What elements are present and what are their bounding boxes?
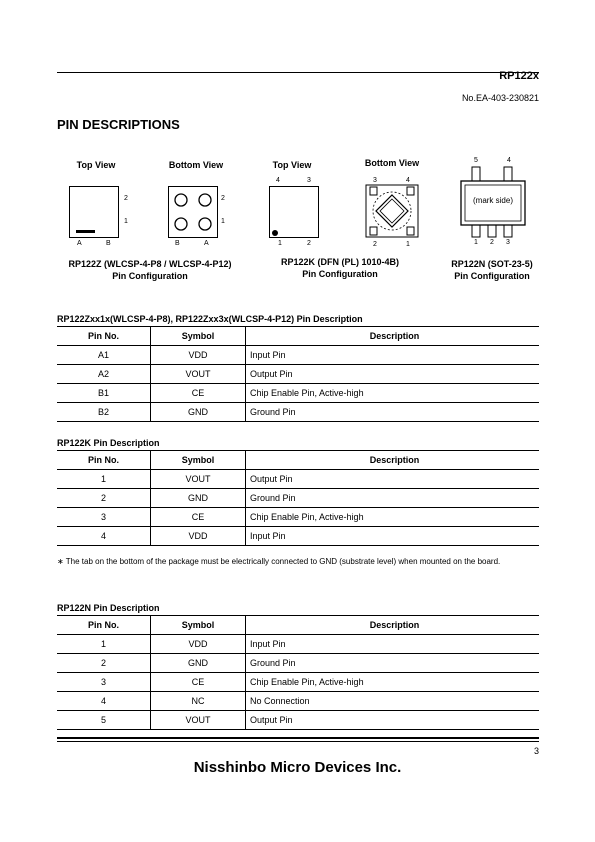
symbol-cell: VOUT bbox=[151, 711, 246, 730]
dfn-top-bottom-label: 1 bbox=[278, 240, 282, 247]
sot-top-label: 5 bbox=[474, 157, 478, 164]
table-row bbox=[57, 403, 539, 422]
dfn-top-top-label: 4 bbox=[276, 177, 280, 184]
table-row bbox=[57, 654, 539, 673]
pin-no-cell: 1 bbox=[57, 635, 151, 654]
page-number: 3 bbox=[533, 746, 539, 756]
description-cell: Chip Enable Pin, Active-high bbox=[246, 384, 540, 403]
sot-caption-line1: RP122N (SOT-23-5) bbox=[451, 259, 533, 269]
dfn-table-title: RP122K Pin Description bbox=[57, 438, 160, 448]
table-row bbox=[57, 692, 539, 711]
pin-no-cell: 4 bbox=[57, 692, 151, 711]
footer-rule-thin bbox=[57, 741, 539, 742]
table-header-row bbox=[57, 327, 539, 346]
dfn-bottom-top-label: 3 bbox=[373, 177, 377, 184]
company-name: Nisshinbo Micro Devices Inc. bbox=[193, 759, 402, 776]
table-row bbox=[57, 527, 539, 546]
dfn-top-view-label: Top View bbox=[272, 160, 312, 170]
table-row bbox=[57, 673, 539, 692]
table-row bbox=[57, 635, 539, 654]
wlcsp-top-side-label: 1 bbox=[124, 218, 128, 225]
description-cell: Ground Pin bbox=[246, 403, 540, 422]
dfn-top-bottom-label: 2 bbox=[307, 240, 311, 247]
table-row bbox=[57, 489, 539, 508]
dfn-bottom-top-label: 4 bbox=[406, 177, 410, 184]
footer-rule-thick bbox=[57, 737, 539, 739]
description-cell: Ground Pin bbox=[246, 654, 540, 673]
header-symbol: Symbol bbox=[151, 616, 246, 635]
dfn-top-package bbox=[269, 186, 319, 238]
doc-id: RP122x bbox=[499, 70, 539, 82]
pin-no-cell: A2 bbox=[57, 365, 151, 384]
wlcsp-bottom-package bbox=[168, 186, 218, 238]
solder-balls bbox=[169, 187, 217, 237]
description-cell: No Connection bbox=[246, 692, 540, 711]
table-row bbox=[57, 384, 539, 403]
sot-caption bbox=[440, 258, 544, 282]
symbol-cell: GND bbox=[151, 403, 246, 422]
wlcsp-top-bottom-label: B bbox=[106, 240, 111, 247]
description-cell: Output Pin bbox=[246, 470, 540, 489]
dfn-bottom-view-label: Bottom View bbox=[364, 158, 420, 168]
sot-bottom-label: 1 bbox=[474, 239, 478, 246]
symbol-cell: VOUT bbox=[151, 470, 246, 489]
header-pin-no: Pin No. bbox=[57, 616, 151, 635]
pin1-dot bbox=[272, 230, 278, 236]
description-cell: Chip Enable Pin, Active-high bbox=[246, 508, 540, 527]
sot-top-label: 4 bbox=[507, 157, 511, 164]
section-title: PIN DESCRIPTIONS bbox=[57, 117, 180, 132]
sot-pin-table bbox=[57, 615, 539, 730]
symbol-cell: VDD bbox=[151, 635, 246, 654]
sot-caption-line2: Pin Configuration bbox=[454, 271, 530, 281]
table-row bbox=[57, 346, 539, 365]
header-symbol: Symbol bbox=[151, 451, 246, 470]
header-pin-no: Pin No. bbox=[57, 451, 151, 470]
wlcsp-top-side-label: 2 bbox=[124, 195, 128, 202]
table-row bbox=[57, 711, 539, 730]
wlcsp-bottom-bottom-label: B bbox=[175, 240, 180, 247]
pin-no-cell: 1 bbox=[57, 470, 151, 489]
table-row bbox=[57, 508, 539, 527]
dfn-top-top-label: 3 bbox=[307, 177, 311, 184]
sot-table-title: RP122N Pin Description bbox=[57, 603, 160, 613]
table-header-row bbox=[57, 616, 539, 635]
wlcsp-table-title: RP122Zxx1x(WLCSP-4-P8), RP122Zxx3x(WLCSP-4-P12) Pin Description bbox=[57, 314, 363, 324]
sot-bottom-label: 3 bbox=[506, 239, 510, 246]
symbol-cell: VDD bbox=[151, 527, 246, 546]
pin-no-cell: 3 bbox=[57, 673, 151, 692]
symbol-cell: NC bbox=[151, 692, 246, 711]
symbol-cell: CE bbox=[151, 673, 246, 692]
symbol-cell: CE bbox=[151, 508, 246, 527]
table-header-row bbox=[57, 451, 539, 470]
symbol-cell: VDD bbox=[151, 346, 246, 365]
wlcsp-bottom-side-label: 1 bbox=[221, 218, 225, 225]
table-row bbox=[57, 470, 539, 489]
description-cell: Input Pin bbox=[246, 346, 540, 365]
sot-bottom-label: 2 bbox=[490, 239, 494, 246]
symbol-cell: VOUT bbox=[151, 365, 246, 384]
description-cell: Input Pin bbox=[246, 527, 540, 546]
wlcsp-caption-line1: RP122Z (WLCSP-4-P8 / WLCSP-4-P12) bbox=[68, 259, 232, 269]
description-cell: Output Pin bbox=[246, 365, 540, 384]
symbol-cell: GND bbox=[151, 654, 246, 673]
wlcsp-bottom-side-label: 2 bbox=[221, 195, 225, 202]
pin-no-cell: 4 bbox=[57, 527, 151, 546]
header-description: Description bbox=[246, 616, 540, 635]
wlcsp-top-bottom-label: A bbox=[77, 240, 82, 247]
dfn-pin-table bbox=[57, 450, 539, 546]
pin-no-cell: 2 bbox=[57, 654, 151, 673]
dfn-bottom-bottom-label: 2 bbox=[373, 241, 377, 248]
header-description: Description bbox=[246, 327, 540, 346]
description-cell: Chip Enable Pin, Active-high bbox=[246, 673, 540, 692]
pin-no-cell: 2 bbox=[57, 489, 151, 508]
table-row bbox=[57, 365, 539, 384]
pin1-mark-bar bbox=[76, 230, 95, 233]
symbol-cell: GND bbox=[151, 489, 246, 508]
wlcsp-bottom-bottom-label: A bbox=[204, 240, 209, 247]
wlcsp-caption bbox=[40, 258, 260, 282]
tab-note: ∗ The tab on the bottom of the package must be electrically connected to GND (substrate level) when mounted on the board. bbox=[57, 557, 501, 566]
dfn-caption-line1: RP122K (DFN (PL) 1010-4B) bbox=[280, 257, 400, 267]
wlcsp-caption-line2: Pin Configuration bbox=[112, 271, 188, 281]
header-symbol: Symbol bbox=[151, 327, 246, 346]
wlcsp-top-package bbox=[69, 186, 119, 238]
header-pin-no: Pin No. bbox=[57, 327, 151, 346]
wlcsp-pin-table bbox=[57, 326, 539, 422]
pin-no-cell: 5 bbox=[57, 711, 151, 730]
description-cell: Input Pin bbox=[246, 635, 540, 654]
pin-no-cell: A1 bbox=[57, 346, 151, 365]
wlcsp-top-view-label: Top View bbox=[76, 160, 116, 170]
wlcsp-bottom-view-label: Bottom View bbox=[168, 160, 224, 170]
pin-no-cell: 3 bbox=[57, 508, 151, 527]
pin-no-cell: B1 bbox=[57, 384, 151, 403]
header-description: Description bbox=[246, 451, 540, 470]
sot-mark-side: (mark side) bbox=[472, 196, 513, 205]
description-cell: Ground Pin bbox=[246, 489, 540, 508]
dfn-caption bbox=[240, 256, 440, 280]
dfn-bottom-package bbox=[364, 183, 420, 239]
dfn-bottom-bottom-label: 1 bbox=[406, 241, 410, 248]
dfn-caption-line2: Pin Configuration bbox=[302, 269, 378, 279]
symbol-cell: CE bbox=[151, 384, 246, 403]
pin-no-cell: B2 bbox=[57, 403, 151, 422]
doc-number: No.EA-403-230821 bbox=[461, 93, 539, 103]
description-cell: Output Pin bbox=[246, 711, 540, 730]
